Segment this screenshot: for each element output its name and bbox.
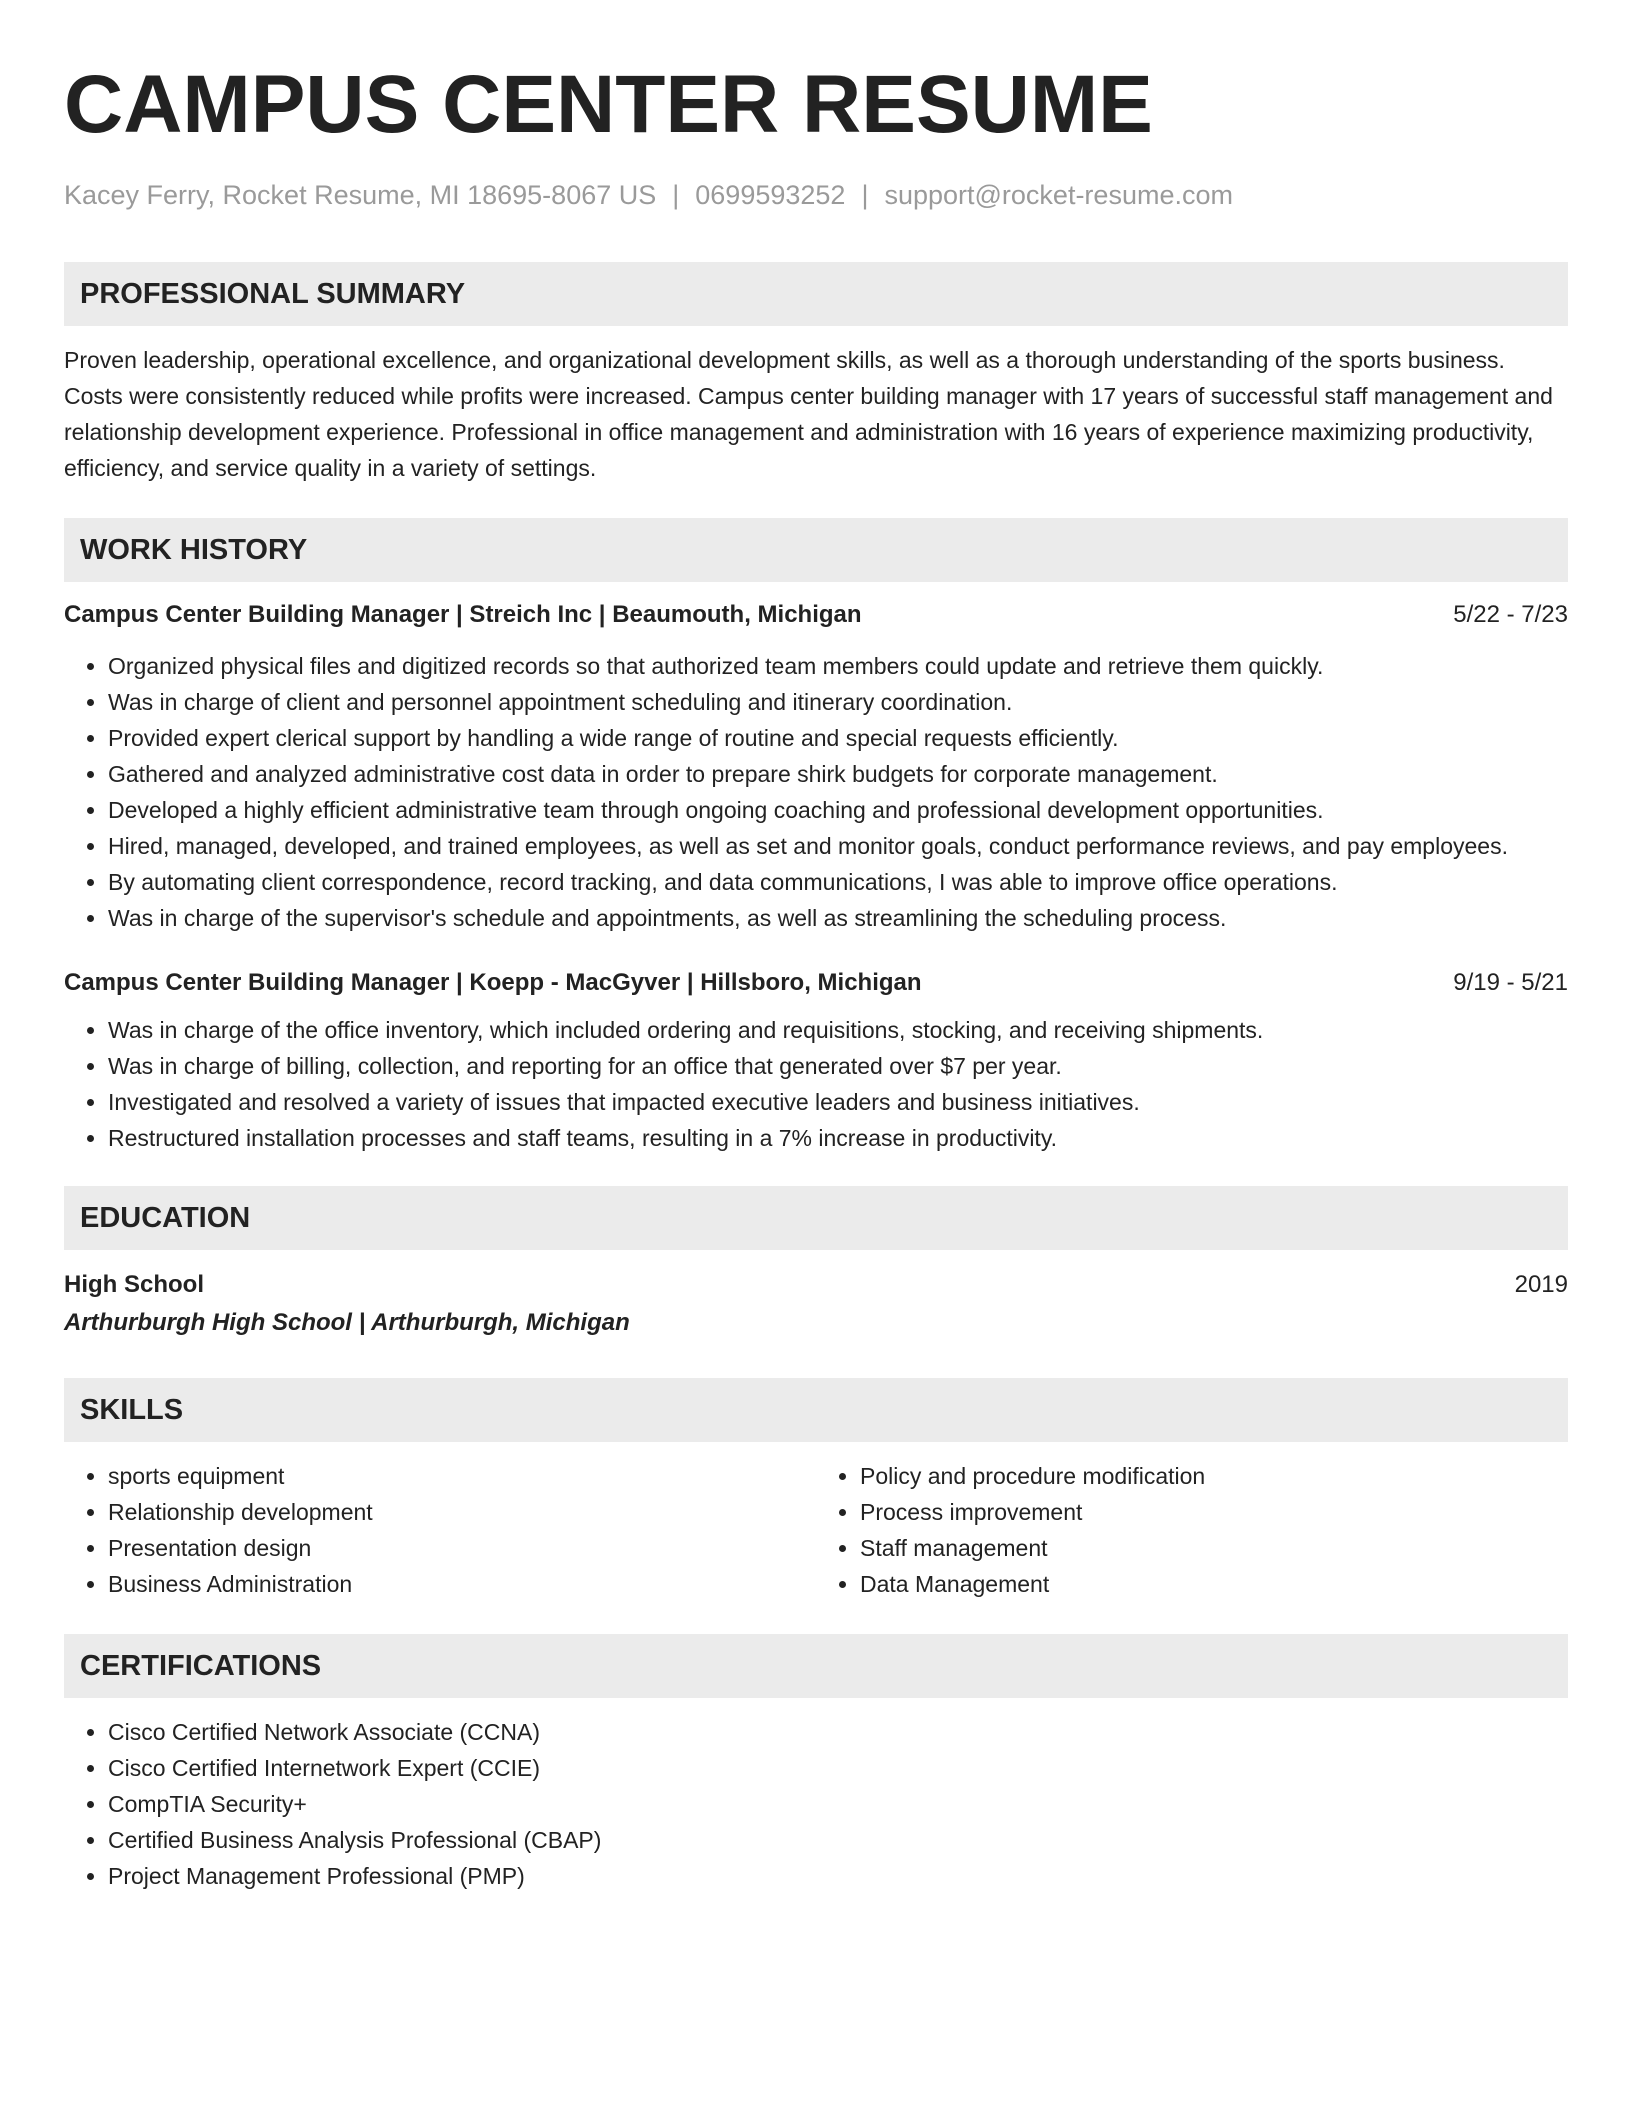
- job-bullet: • Hired, managed, developed, and trained employees, as well as set and monitor goals, conduct performance reviews, and pay employees.: [108, 828, 1568, 864]
- section-header-work-history: WORK HISTORY: [64, 518, 1568, 582]
- job-bullet: • By automating client correspondence, record tracking, and data communications, I was able to improve office operations.: [108, 864, 1568, 900]
- contact-line: [64, 178, 1568, 212]
- section-header-summary: PROFESSIONAL SUMMARY: [64, 262, 1568, 326]
- skills-list-right: [816, 1458, 1568, 1602]
- education-entry: [64, 1266, 1568, 1342]
- job-bullet: • Was in charge of billing, collection, and reporting for an office that generated over $7 per year.: [108, 1048, 1568, 1084]
- job-bullet: • Restructured installation processes and staff teams, resulting in a 7% increase in productivity.: [108, 1120, 1568, 1156]
- job-header: [64, 598, 1568, 632]
- skill-item: • Presentation design: [108, 1530, 816, 1566]
- job-title: Campus Center Building Manager | Koepp - MacGyver | Hillsboro, Michigan: [64, 969, 922, 996]
- resume-title: CAMPUS CENTER RESUME: [64, 59, 1153, 150]
- education-school: Arthurburgh High School | Arthurburgh, Michigan: [64, 1309, 630, 1336]
- certification-item: • Cisco Certified Network Associate (CCNA): [108, 1714, 1568, 1750]
- certification-item: • CompTIA Security+: [108, 1786, 1568, 1822]
- job-bullet: • Investigated and resolved a variety of issues that impacted executive leaders and business initiatives.: [108, 1084, 1568, 1120]
- section-header-education: EDUCATION: [64, 1186, 1568, 1250]
- contact-separator: |: [861, 180, 869, 210]
- job-header: [64, 966, 1568, 1000]
- summary-text: Proven leadership, operational excellence, and organizational development skills, as well as a thorough understanding of the sports business. Costs were consistently reduced while profits were increased. Campus center building manager with 17 years of successful staff management and relationship development experience. Professional in office management and administration with 16 years of experience maximizing productivity, efficiency, and service quality in a variety of settings.: [64, 347, 1553, 481]
- job-bullet-list: [64, 648, 1568, 936]
- certification-item: • Certified Business Analysis Professional (CBAP): [108, 1822, 1568, 1858]
- contact-email: support@rocket-resume.com: [884, 180, 1233, 210]
- section-header-certifications: CERTIFICATIONS: [64, 1634, 1568, 1698]
- job-entry: [64, 598, 1568, 936]
- job-bullet: • Organized physical files and digitized records so that authorized team members could update and retrieve them quickly.: [108, 648, 1568, 684]
- certification-item: • Project Management Professional (PMP): [108, 1858, 1568, 1894]
- job-bullet: • Was in charge of client and personnel appointment scheduling and itinerary coordination.: [108, 684, 1568, 720]
- education-year: 2019: [1514, 1271, 1568, 1298]
- contact-address: Kacey Ferry, Rocket Resume, MI 18695-8067 US: [64, 180, 657, 210]
- job-dates: 5/22 - 7/23: [1453, 601, 1568, 628]
- skills-list-left: [64, 1458, 816, 1602]
- job-title: Campus Center Building Manager | Streich Inc | Beaumouth, Michigan: [64, 601, 862, 628]
- skill-item: • Business Administration: [108, 1566, 816, 1602]
- education-row: [64, 1266, 1568, 1304]
- skill-item: • Staff management: [860, 1530, 1568, 1566]
- skill-item: • Process improvement: [860, 1494, 1568, 1530]
- education-degree: High School: [64, 1271, 204, 1298]
- certifications-list: [64, 1714, 1568, 1894]
- contact-phone: 0699593252: [695, 180, 846, 210]
- contact-separator: |: [672, 180, 680, 210]
- job-bullet: • Was in charge of the office inventory, which included ordering and requisitions, stocking, and receiving shipments.: [108, 1012, 1568, 1048]
- job-bullet: • Was in charge of the supervisor's schedule and appointments, as well as streamlining the scheduling process.: [108, 900, 1568, 936]
- certification-item: • Cisco Certified Internetwork Expert (CCIE): [108, 1750, 1568, 1786]
- skill-item: • Data Management: [860, 1566, 1568, 1602]
- skills-columns: [64, 1458, 1568, 1602]
- job-bullet: • Gathered and analyzed administrative cost data in order to prepare shirk budgets for corporate management.: [108, 756, 1568, 792]
- skill-item: • sports equipment: [108, 1458, 816, 1494]
- job-entry: [64, 966, 1568, 1156]
- skill-item: • Policy and procedure modification: [860, 1458, 1568, 1494]
- skill-item: • Relationship development: [108, 1494, 816, 1530]
- section-header-skills: SKILLS: [64, 1378, 1568, 1442]
- job-bullet-list: [64, 1012, 1568, 1156]
- job-bullet: • Developed a highly efficient administrative team through ongoing coaching and professional development opportunities.: [108, 792, 1568, 828]
- job-bullet: • Provided expert clerical support by handling a wide range of routine and special requests efficiently.: [108, 720, 1568, 756]
- job-dates: 9/19 - 5/21: [1453, 969, 1568, 996]
